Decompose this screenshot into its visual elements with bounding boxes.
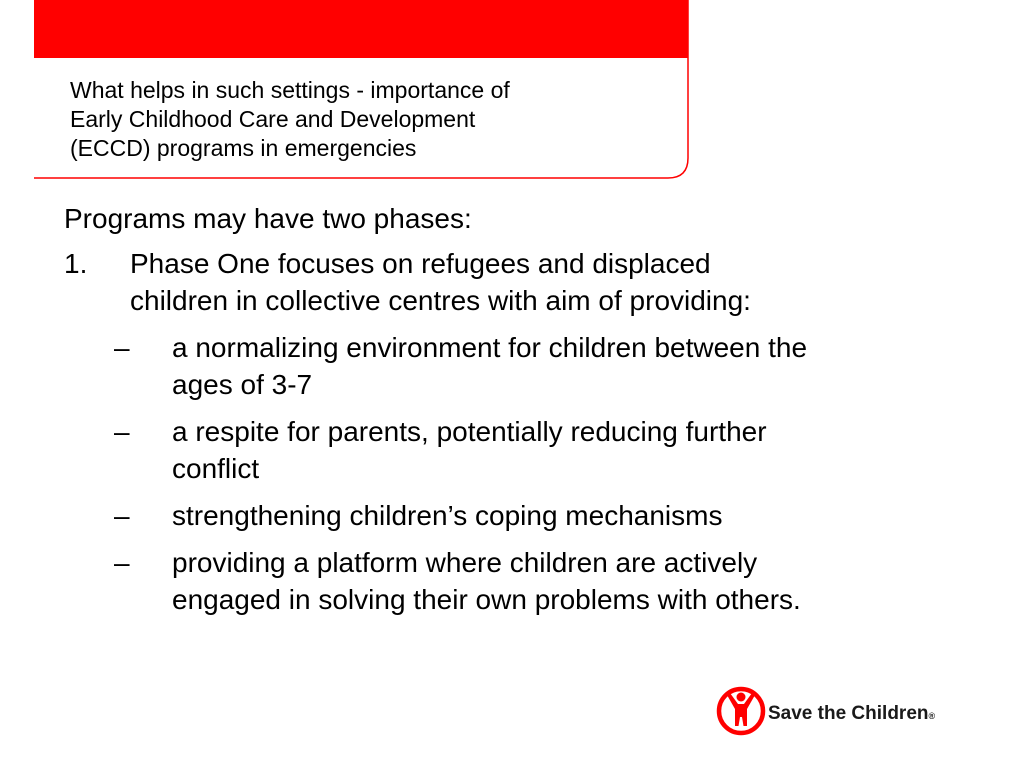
logo-wordmark bbox=[768, 703, 935, 727]
sub-bullet-line: conflict bbox=[172, 453, 260, 484]
registered-mark: ® bbox=[928, 711, 936, 721]
sub-bullet-item bbox=[64, 413, 994, 487]
dash-bullet: – bbox=[114, 500, 130, 531]
numbered-item bbox=[64, 245, 994, 319]
numbered-item-line: Phase One focuses on refugees and displaced bbox=[130, 248, 711, 279]
sub-bullet-line: engaged in solving their own problems with others. bbox=[172, 584, 801, 615]
title-line: (ECCD) programs in emergencies bbox=[70, 135, 417, 161]
sub-bullet-line: providing a platform where children are actively bbox=[172, 547, 758, 578]
sub-bullet-line: a respite for parents, potentially reducing further bbox=[172, 416, 767, 447]
sub-bullet-line: a normalizing environment for children between the bbox=[172, 332, 808, 363]
title-line: Early Childhood Care and Development bbox=[70, 106, 476, 132]
dash-bullet: – bbox=[114, 416, 130, 447]
sub-bullet-item bbox=[64, 497, 994, 534]
save-the-children-logo bbox=[716, 686, 966, 742]
numbered-item-line: children in collective centres with aim of providing: bbox=[130, 285, 751, 316]
item-number: 1. bbox=[64, 248, 88, 279]
sub-bullet-line: strengthening children’s coping mechanisms bbox=[172, 500, 723, 531]
dash-bullet: – bbox=[114, 332, 130, 363]
slide-title bbox=[70, 76, 650, 163]
title-line: What helps in such settings - importance of bbox=[70, 77, 510, 103]
dash-bullet: – bbox=[114, 547, 130, 578]
save-the-children-figure-icon bbox=[716, 686, 766, 736]
sub-bullet-list bbox=[64, 329, 994, 618]
intro-text: Programs may have two phases: bbox=[64, 203, 472, 234]
sub-bullet-item bbox=[64, 544, 994, 618]
sub-bullet-line: ages of 3-7 bbox=[172, 369, 313, 400]
sub-bullet-item bbox=[64, 329, 994, 403]
slide-body bbox=[64, 200, 994, 628]
logo-text: Save the Children bbox=[768, 703, 929, 724]
